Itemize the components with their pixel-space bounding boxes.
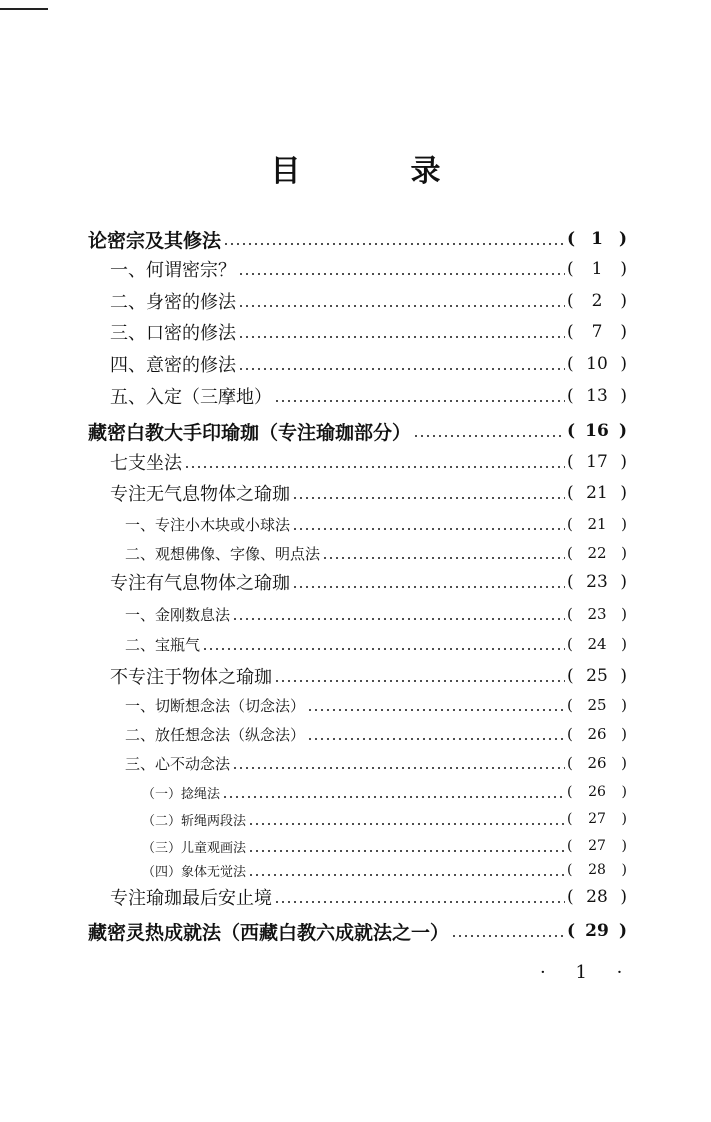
toc-entry-page: ( 29 ) xyxy=(567,921,627,941)
toc-entry-page: ( 24 ) xyxy=(567,635,627,653)
toc-entry[interactable] xyxy=(110,254,627,284)
dot-leader xyxy=(274,680,565,682)
toc-entry-label: 不专注于物体之瑜珈 xyxy=(110,667,272,688)
toc-entry-page: ( 25 ) xyxy=(567,666,627,686)
toc-entry-page: ( 26 ) xyxy=(567,784,627,800)
toc-entry-label: 二、观想佛像、字像、明点法 xyxy=(125,544,321,563)
page-number: · 1 · xyxy=(540,962,635,983)
toc-entry-label: 三、口密的修法 xyxy=(110,323,236,344)
toc-entry-label: 二、身密的修法 xyxy=(110,292,236,313)
dot-leader xyxy=(222,796,565,798)
dot-leader xyxy=(292,586,565,588)
toc-entry-page: ( 25 ) xyxy=(567,696,627,714)
toc-entry-label: （三）儿童观画法 xyxy=(142,840,247,856)
toc-entry-page: ( 26 ) xyxy=(567,754,627,772)
dot-leader xyxy=(307,738,565,740)
dot-leader xyxy=(238,305,565,307)
toc-entry[interactable] xyxy=(88,416,627,446)
toc-entry-label: 专注瑜珈最后安止境 xyxy=(110,888,272,909)
page-title: 目 录 xyxy=(270,154,481,189)
toc-entry[interactable] xyxy=(110,447,627,477)
toc-entry[interactable] xyxy=(88,224,627,254)
dot-leader xyxy=(248,823,565,825)
toc-entry-page: ( 13 ) xyxy=(567,386,627,406)
toc-entry-page: ( 22 ) xyxy=(567,544,627,562)
toc-entry-page: ( 21 ) xyxy=(567,515,627,533)
toc-entry[interactable] xyxy=(88,916,627,946)
toc-entry-page: ( 27 ) xyxy=(567,838,627,854)
toc-entry-label: 七支坐法 xyxy=(110,453,182,474)
toc-entry-page: ( 21 ) xyxy=(567,483,627,503)
toc-entry-label: 二、放任想念法（纵念法） xyxy=(125,725,306,744)
dot-leader xyxy=(451,935,565,937)
toc-entry[interactable] xyxy=(142,777,627,807)
toc-entry[interactable] xyxy=(125,748,627,778)
toc-entry[interactable] xyxy=(110,567,627,597)
toc-entry[interactable] xyxy=(110,381,627,411)
toc-entry-label: 藏密白教大手印瑜珈（专注瑜珈部分） xyxy=(88,421,412,444)
toc-entry-label: 一、何谓密宗？ xyxy=(110,260,236,281)
toc-entry-page: ( 28 ) xyxy=(567,887,627,907)
toc-entry[interactable] xyxy=(125,690,627,720)
corner-mark xyxy=(0,8,48,10)
toc-entry-page: ( 17 ) xyxy=(567,452,627,472)
toc-entry-label: 一、切断想念法（切念法） xyxy=(125,696,306,715)
dot-leader xyxy=(322,557,565,559)
toc-entry-page: ( 16 ) xyxy=(567,421,627,441)
toc-entry[interactable] xyxy=(110,317,627,347)
toc-entry-label: 三、心不动念法 xyxy=(125,754,231,773)
toc-entry-label: 四、意密的修法 xyxy=(110,355,236,376)
toc-entry[interactable] xyxy=(125,538,627,568)
toc-entry-page: ( 1 ) xyxy=(567,229,627,249)
toc-entry[interactable] xyxy=(125,509,627,539)
toc-entry-page: ( 23 ) xyxy=(567,605,627,623)
toc-entry-page: ( 1 ) xyxy=(567,259,627,279)
dot-leader xyxy=(292,528,565,530)
dot-leader xyxy=(232,767,565,769)
toc-entry-page: ( 7 ) xyxy=(567,322,627,342)
toc-entry[interactable] xyxy=(142,855,627,885)
dot-leader xyxy=(184,466,565,468)
toc-entry-label: 专注有气息物体之瑜珈 xyxy=(110,573,290,594)
dot-leader xyxy=(238,273,565,275)
toc-entry[interactable] xyxy=(110,478,627,508)
toc-entry-page: ( 26 ) xyxy=(567,725,627,743)
toc-entry-page: ( 28 ) xyxy=(567,862,627,878)
toc-entry[interactable] xyxy=(125,599,627,629)
toc-entry-page: ( 27 ) xyxy=(567,811,627,827)
toc-entry[interactable] xyxy=(125,629,627,659)
dot-leader xyxy=(248,850,565,852)
toc-entry[interactable] xyxy=(142,804,627,834)
dot-leader xyxy=(238,368,565,370)
toc-entry[interactable] xyxy=(125,719,627,749)
dot-leader xyxy=(202,648,565,650)
toc-entry-label: 一、金刚数息法 xyxy=(125,605,231,624)
toc-entry[interactable] xyxy=(110,882,627,912)
toc-entry-label: 五、入定（三摩地） xyxy=(110,387,272,408)
toc-entry-page: ( 23 ) xyxy=(567,572,627,592)
dot-leader xyxy=(274,901,565,903)
toc-entry-label: 二、宝瓶气 xyxy=(125,635,201,654)
dot-leader xyxy=(248,874,565,876)
toc-entry-label: 一、专注小木块或小球法 xyxy=(125,515,291,534)
dot-leader xyxy=(307,709,565,711)
toc-entry-label: 论密宗及其修法 xyxy=(88,229,222,252)
toc-entry[interactable] xyxy=(110,286,627,316)
dot-leader xyxy=(274,400,565,402)
toc-entry-label: 专注无气息物体之瑜珈 xyxy=(110,484,290,505)
toc-entry[interactable] xyxy=(110,661,627,691)
dot-leader xyxy=(232,618,565,620)
toc-entry-label: （四）象体无觉法 xyxy=(142,864,247,880)
dot-leader xyxy=(292,497,565,499)
toc-entry-label: 藏密灵热成就法（西藏白教六成就法之一） xyxy=(88,921,450,944)
toc-entry[interactable] xyxy=(110,349,627,379)
toc-entry-page: ( 10 ) xyxy=(567,354,627,374)
toc-entry-page: ( 2 ) xyxy=(567,291,627,311)
dot-leader xyxy=(223,243,565,245)
dot-leader xyxy=(238,336,565,338)
dot-leader xyxy=(413,435,565,437)
toc-entry-label: （一）捻绳法 xyxy=(142,786,221,802)
toc-entry-label: （二）斩绳两段法 xyxy=(142,813,247,829)
